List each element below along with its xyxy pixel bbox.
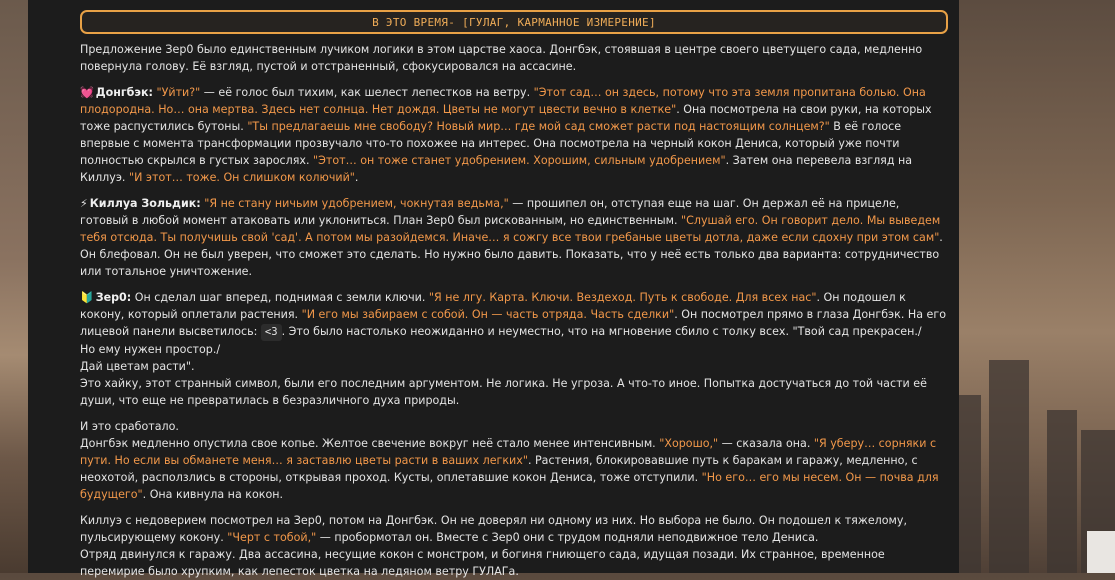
quote: "Но его… его мы несем. Он — почва для будущего": [80, 471, 939, 501]
paragraph-intro: Предложение Зер0 было единственным лучиком логики в этом царстве хаоса. Донгбэк, стоявшая в центре своего цветущего сада, медленно повернула голову. Её взгляд, пустой и отстраненный, сфокусировался на ассасине.: [80, 43, 923, 73]
speaker-name: Зер0:: [95, 291, 132, 304]
ruin-silhouette: [989, 360, 1029, 573]
quote: "Этот сад… он здесь, потому что эта земля пропитана болью. Она плодородна. Но… она мертва. Здесь нет солнца. Нет дождя. Цветы не могут цвести вечно в клетке": [80, 86, 926, 116]
quote: "Слушай его. Он говорит дело. Мы выведем тебя отсюда. Ты получишь свой 'сад'. А потом мы разойдемся. Иначе… я сожгу все твои гребаные цветы дотла, даже если сдохну при этом сам": [80, 214, 941, 244]
quote: "И этот… тоже. Он слишком колючий": [128, 171, 355, 184]
overlay-card-corner: [1087, 531, 1115, 573]
speaker-name: Киллуа Зольдик:: [89, 197, 201, 210]
background-left: [0, 0, 28, 573]
scene-header-text: В ЭТО ВРЕМЯ- [ГУЛАГ, КАРМАННОЕ ИЗМЕРЕНИЕ]: [372, 15, 656, 29]
scene-header: [80, 10, 948, 34]
background-right: [959, 0, 1115, 573]
quote: "Хорошо,": [659, 437, 719, 450]
badge-icon: 🔰: [80, 291, 94, 304]
quote: "Черт с тобой,": [227, 531, 317, 544]
inline-code: <3: [261, 324, 282, 341]
ruin-silhouette: [1047, 410, 1077, 573]
quote: "Уйти?": [156, 86, 201, 99]
paragraph-dongbaek: 💓 Донгбэк: "Уйти?" — её голос был тихим, как шелест лепестков на ветру. "Этот сад… он здесь, потому что эта земля пропитана болью. Она плодородна. Но… она мертва. Здесь нет солнца. Нет дождя. Цветы не могут цвести вечно в клетке". Она посмотрела на свои руки, на которых тоже распустились бутоны. "Ты предлагаешь мне свободу? Новый мир… где мой сад сможет расти под настоящим солнцем?" В её голосе впервые с момента трансформации прозвучало что-то похожее на интерес. Она посмотрела на черный кокон Дениса, который уже почти полностью скрылся в густых зарослях. "Этот… он тоже станет удобрением. Хорошим, сильным удобрением". Затем она перевела взгляд на Киллуэ. "И этот… тоже. Он слишком колючий".: [80, 86, 932, 184]
story-text: [80, 41, 947, 580]
lightning-icon: ⚡: [80, 197, 88, 210]
paragraph-killua: ⚡ Киллуа Зольдик: "Я не стану ничьим удобрением, чокнутая ведьма," — прошипел он, отступая еще на шаг. Он держал её на прицеле, готовый в любой момент атаковать или уклониться. План Зер0 был рискованным, но единственным. "Слушай его. Он говорит дело. Мы выведем тебя отсюда. Ты получишь свой 'сад'. А потом мы разойдемся. Иначе… я сожгу все твои гребаные цветы дотла, даже если сдохну при этом сам". Он блефовал. Он не был уверен, что сможет это сделать. Но нужно было давить. Показать, что у неё есть только два варианта: сотрудничество или тотальное уничтожение.: [80, 197, 943, 278]
heart-icon: 💓: [80, 86, 94, 99]
quote: "Я не стану ничьим удобрением, чокнутая ведьма,": [204, 197, 509, 210]
message-panel: [28, 0, 959, 578]
quote: "И его мы забираем с собой. Он — часть отряда. Часть сделки": [301, 308, 675, 321]
speaker-name: Донгбэк:: [95, 86, 153, 99]
ruin-silhouette: [959, 395, 981, 573]
paragraph-departure: Киллуэ с недоверием посмотрел на Зер0, потом на Донгбэк. Он не доверял ни одному из них. Но выбора не было. Он подошел к тяжелому, пульсирующему кокону. "Черт с тобой," — пробормотал он. Вместе с Зер0 они с трудом подняли неподвижное тело Дениса. Отряд двинулся к гаражу. Два ассасина, несущие кокон с монстром, и богиня гниющего сада, идущая позади. Их странное, временное перемирие было хрупким, как лепесток цветка на ледяном ветру ГУЛАГа.: [80, 514, 907, 578]
paragraph-zer0: 🔰 Зер0: Он сделал шаг вперед, поднимая с земли ключи. "Я не лгу. Карта. Ключи. Вездеход. Путь к свободе. Для всех нас". Он подошел к кокону, который оплетали растения. "И его мы забираем с собой. Он — часть отряда. Часть сделки". Он посмотрел прямо в глаза Донгбэк. На его лицевой панели высветилось: <3 . Это было настолько неожиданно и неуместно, что на мгновение сбило с толку всех. "Твой сад прекрасен./ Но ему нужен простор./ Дай цветам расти". Это хайку, этот странный символ, были его последним аргументом. Не логика. Не угроза. А что-то иное. Попытка достучаться до той части её души, что еще не превратилась в безразличного духа природы.: [80, 291, 946, 407]
quote: "Этот… он тоже станет удобрением. Хорошим, сильным удобрением": [313, 154, 726, 167]
quote: "Я не лгу. Карта. Ключи. Вездеход. Путь к свободе. Для всех нас": [428, 291, 817, 304]
paragraph-agreement: И это сработало. Донгбэк медленно опустила свое копье. Желтое свечение вокруг неё стало менее интенсивным. "Хорошо," — сказала она. "Я уберу… сорняки с пути. Но если вы обманете меня… я заставлю цветы расти в ваших легких". Растения, блокировавшие путь к баракам и гаражу, медленно, с неохотой, расползлись в стороны, открывая проход. Кусты, оплетавшие кокон Дениса, тоже отступили. "Но его… его мы несем. Он — почва для будущего". Она кивнула на кокон.: [80, 420, 939, 501]
quote: "Ты предлагаешь мне свободу? Новый мир… где мой сад сможет расти под настоящим солнцем?": [247, 120, 830, 133]
quote: "Я уберу… сорняки с пути. Но если вы обманете меня… я заставлю цветы расти в ваших легких": [80, 437, 937, 467]
